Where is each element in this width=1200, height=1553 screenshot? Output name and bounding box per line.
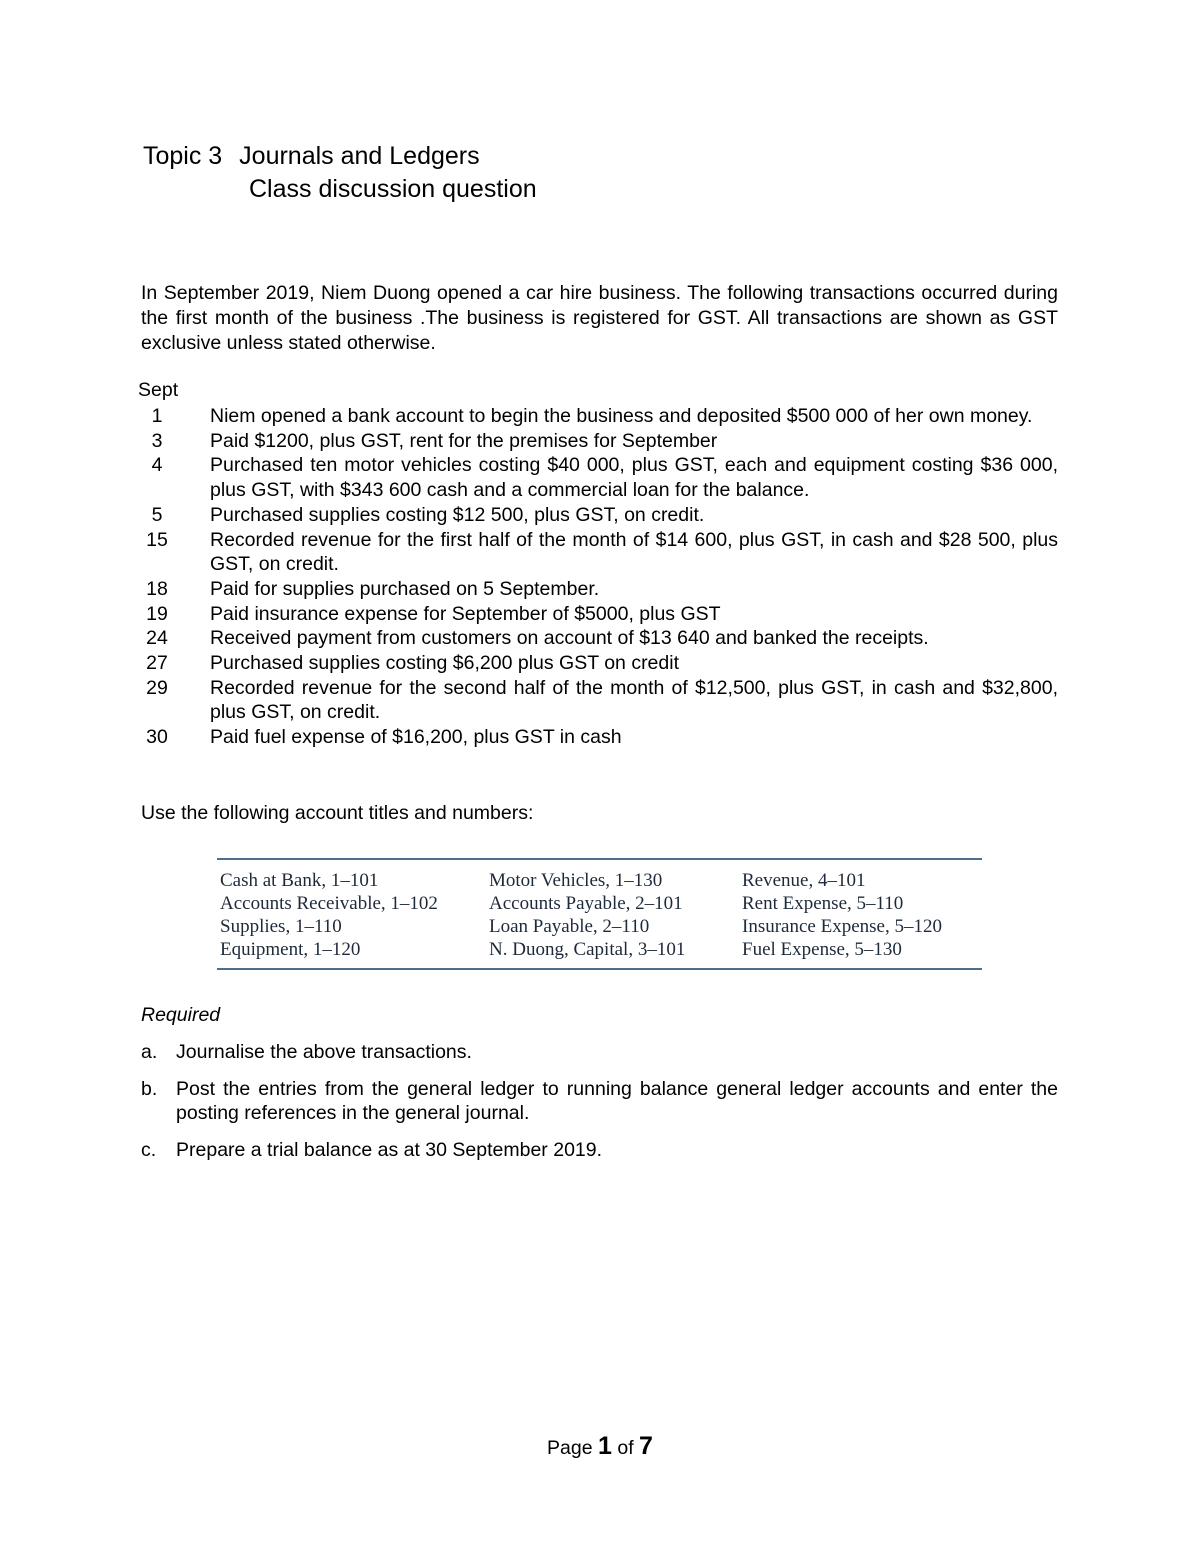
required-item-text: Journalise the above transactions.	[176, 1041, 472, 1063]
chart-of-accounts-table	[217, 858, 982, 970]
transaction-day: 19	[146, 602, 168, 625]
accounts-column-revenue-expenses	[742, 869, 942, 961]
account-entry: Accounts Payable, 2–101	[489, 893, 683, 914]
transaction-item	[140, 577, 1058, 602]
accounts-intro: Use the following account titles and numbers:	[141, 802, 534, 824]
transaction-day: 3	[151, 429, 163, 452]
transaction-text: Paid $1200, plus GST, rent for the premises for September	[210, 429, 718, 452]
transaction-day: 30	[146, 726, 168, 749]
transaction-text: Niem opened a bank account to begin the business and deposited $500 000 of her own money.	[210, 405, 1033, 427]
transaction-item	[140, 602, 1058, 627]
required-item	[141, 1040, 1058, 1065]
transaction-text: Purchased ten motor vehicles costing $40 000, plus GST, each and equipment costing $36 000, plus GST, with $343 600 cash and a commercial loan for the balance.	[210, 454, 1058, 502]
account-entry: Insurance Expense, 5–120	[742, 916, 942, 937]
transaction-day: 15	[146, 528, 168, 551]
required-item	[141, 1138, 1058, 1163]
account-entry: Equipment, 1–120	[220, 939, 361, 960]
page-word: Page	[547, 1437, 593, 1459]
of-word: of	[617, 1437, 634, 1459]
transaction-text: Purchased supplies costing $12 500, plus GST, on credit.	[210, 503, 705, 526]
account-entry: Accounts Receivable, 1–102	[220, 893, 438, 914]
account-entry: Supplies, 1–110	[220, 916, 342, 937]
accounts-column-liabilities	[489, 869, 685, 961]
required-item	[141, 1077, 1058, 1126]
transaction-item	[140, 725, 1058, 750]
transaction-text: Received payment from customers on account of $13 640 and banked the receipts.	[210, 627, 929, 650]
intro-paragraph: In September 2019, Niem Duong opened a car hire business. The following transactions occurred during the first month of the business .The business is registered for GST. All transactions are shown as GST exclusive unless stated otherwise.	[141, 282, 1058, 354]
account-entry: N. Duong, Capital, 3–101	[489, 939, 686, 960]
transaction-text: Recorded revenue for the second half of the month of $12,500, plus GST, in cash and $32,800, plus GST, on credit.	[210, 676, 1058, 724]
transaction-text: Paid fuel expense of $16,200, plus GST in cash	[210, 726, 622, 749]
required-label: Required	[141, 1004, 221, 1026]
transaction-day: 27	[146, 652, 168, 675]
required-item-letter: c.	[141, 1139, 157, 1162]
transaction-day: 4	[151, 454, 163, 477]
transaction-day: 5	[151, 503, 163, 526]
transaction-text: Paid for supplies purchased on 5 September.	[210, 577, 600, 600]
accounts-column-assets	[220, 869, 438, 961]
transaction-text: Purchased supplies costing $6,200 plus GST on credit	[210, 652, 679, 675]
transactions-month-label: Sept	[138, 379, 179, 401]
transaction-item	[140, 528, 1058, 577]
topic-title: Journals and Ledgers	[239, 142, 480, 170]
transaction-item	[140, 404, 1058, 429]
transaction-day: 29	[146, 676, 168, 699]
page-footer	[0, 1432, 1200, 1461]
transaction-day: 24	[146, 627, 168, 650]
total-page-count: 7	[639, 1432, 653, 1460]
account-entry: Loan Payable, 2–110	[489, 916, 650, 937]
account-entry: Rent Expense, 5–110	[742, 893, 904, 914]
required-list	[141, 1040, 1058, 1175]
transaction-item	[140, 503, 1058, 528]
required-item-text: Post the entries from the general ledger to running balance general ledger accounts and enter the posting references in the general journal.	[176, 1077, 1058, 1125]
current-page-number: 1	[598, 1432, 612, 1460]
topic-heading	[143, 142, 480, 171]
transactions-list	[140, 404, 1058, 750]
transaction-item	[140, 651, 1058, 676]
transaction-item	[140, 626, 1058, 651]
transaction-text: Paid insurance expense for September of $5000, plus GST	[210, 602, 721, 625]
required-item-text: Prepare a trial balance as at 30 September 2019.	[176, 1139, 603, 1162]
transaction-item	[140, 429, 1058, 454]
required-item-letter: a.	[141, 1041, 158, 1063]
transaction-item	[140, 676, 1058, 725]
transaction-day: 1	[151, 405, 163, 427]
transaction-item	[140, 453, 1058, 502]
transaction-text: Recorded revenue for the first half of the month of $14 600, plus GST, in cash and $28 500, plus GST, on credit.	[210, 528, 1058, 576]
account-entry: Revenue, 4–101	[742, 870, 866, 891]
transaction-day: 18	[146, 577, 168, 600]
topic-number: Topic 3	[143, 142, 223, 170]
required-item-letter: b.	[141, 1077, 158, 1100]
account-entry: Fuel Expense, 5–130	[742, 939, 902, 960]
topic-subtitle: Class discussion question	[249, 175, 537, 203]
account-entry: Motor Vehicles, 1–130	[489, 870, 663, 891]
account-entry: Cash at Bank, 1–101	[220, 870, 379, 891]
